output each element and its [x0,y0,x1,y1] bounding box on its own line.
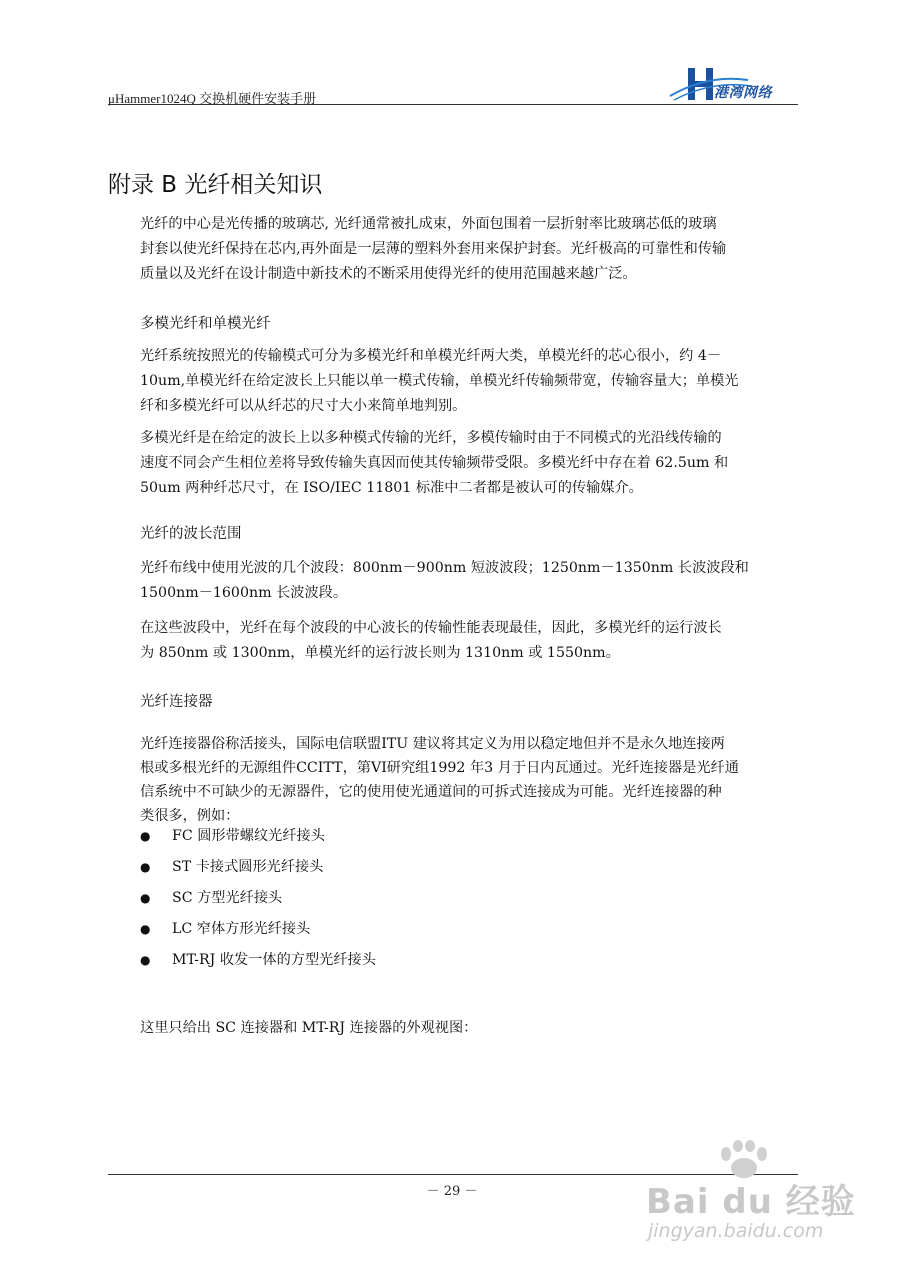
watermark-url: jingyan.baidu.com [648,1220,824,1242]
heading-wavelength: 光纤的波长范围 [140,526,242,542]
page-number: － 29 － [426,1184,478,1199]
text-line: 光纤连接器俗称活接头，国际电信联盟ITU 建议将其定义为用以稳定地但并不是永久地连接两 [140,736,725,752]
text-line: 类很多，例如： [140,808,240,824]
text-line: 在这些波段中，光纤在每个波段的中心波长的传输性能表现最佳，因此，多模光纤的运行波长 [140,620,722,636]
bullet-icon: ● [140,829,151,843]
text-line: 光纤布线中使用光波的几个波段：800nm－900nm 短波波段；1250nm－1350nm 长波波段和 [140,560,749,576]
header-divider [108,104,798,105]
text-line: 根或多根光纤的无源组件CCITT，第VI研究组1992 年3 月于日内瓦通过。光纤连接器是光纤通 [140,760,739,776]
logo-text: 港湾网络 [714,85,772,101]
text-line: 光纤的中心是光传播的玻璃芯, 光纤通常被扎成束，外面包围着一层折射率比玻璃芯低的玻璃 [140,216,717,232]
list-item [140,888,282,908]
closing-sentence: 这里只给出 SC 连接器和 MT-RJ 连接器的外观视图： [140,1020,478,1036]
list-item [140,857,323,877]
appendix-title: 附录 B 光纤相关知识 [108,172,323,198]
bullet-icon: ● [140,860,151,874]
text-line: 速度不同会产生相位差将导致传输失真因而使其传输频带受限。多模光纤中存在着 62.5um 和 [140,455,729,471]
baidu-watermark [646,1140,876,1260]
watermark-brand: Bai du 经验 [646,1182,856,1222]
list-item-text: ST 卡接式圆形光纤接头 [172,859,324,875]
list-item-text: FC 圆形带螺纹光纤接头 [172,828,325,844]
wavelength-paragraph-2 [140,616,800,666]
text-line: 多模光纤是在给定的波长上以多种模式传输的光纤，多模传输时由于不同模式的光沿线传输的 [140,430,722,446]
list-item-text: MT-RJ 收发一体的方型光纤接头 [172,952,376,968]
text-line: 光纤系统按照光的传输模式可分为多模光纤和单模光纤两大类，单模光纤的芯心很小，约 4－ [140,348,722,364]
text-line: 1500nm－1600nm 长波波段。 [140,585,348,601]
text-line: 封套以使光纤保持在芯内,再外面是一层薄的塑料外套用来保护封套。光纤极高的可靠性和传输 [140,241,727,257]
text-line: 10um,单模光纤在给定波长上只能以单一模式传输，单模光纤传输频带宽，传输容量大；单模光 [140,373,739,389]
list-item-text: SC 方型光纤接头 [172,890,283,906]
bullet-icon: ● [140,922,151,936]
connector-paragraph [140,732,800,828]
bullet-icon: ● [140,953,151,967]
text-line: 为 850nm 或 1300nm，单模光纤的运行波长则为 1310nm 或 1550nm。 [140,645,620,661]
heading-multimode: 多模光纤和单模光纤 [140,316,271,332]
heading-connector: 光纤连接器 [140,694,213,710]
list-item [140,826,325,846]
list-item-text: LC 窄体方形光纤接头 [172,921,311,937]
multimode-paragraph-1 [140,344,800,419]
bullet-icon: ● [140,891,151,905]
text-line: 50um 两种纤芯尺寸，在 ISO/IEC 11801 标准中二者都是被认可的传输媒介。 [140,480,643,496]
text-line: 质量以及光纤在设计制造中新技术的不断采用使得光纤的使用范围越来越广泛。 [140,266,637,282]
multimode-paragraph-2 [140,426,800,501]
list-item [140,919,310,939]
intro-paragraph [140,212,800,287]
header-title: μHammer1024Q 交换机硬件安装手册 [108,91,317,106]
wavelength-paragraph-1 [140,556,800,606]
text-line: 信系统中不可缺少的无源器件，它的使用使光通道间的可拆式连接成为可能。光纤连接器的种 [140,784,722,800]
text-line: 纤和多模光纤可以从纤芯的尺寸大小来简单地判别。 [140,398,467,414]
list-item [140,950,376,970]
